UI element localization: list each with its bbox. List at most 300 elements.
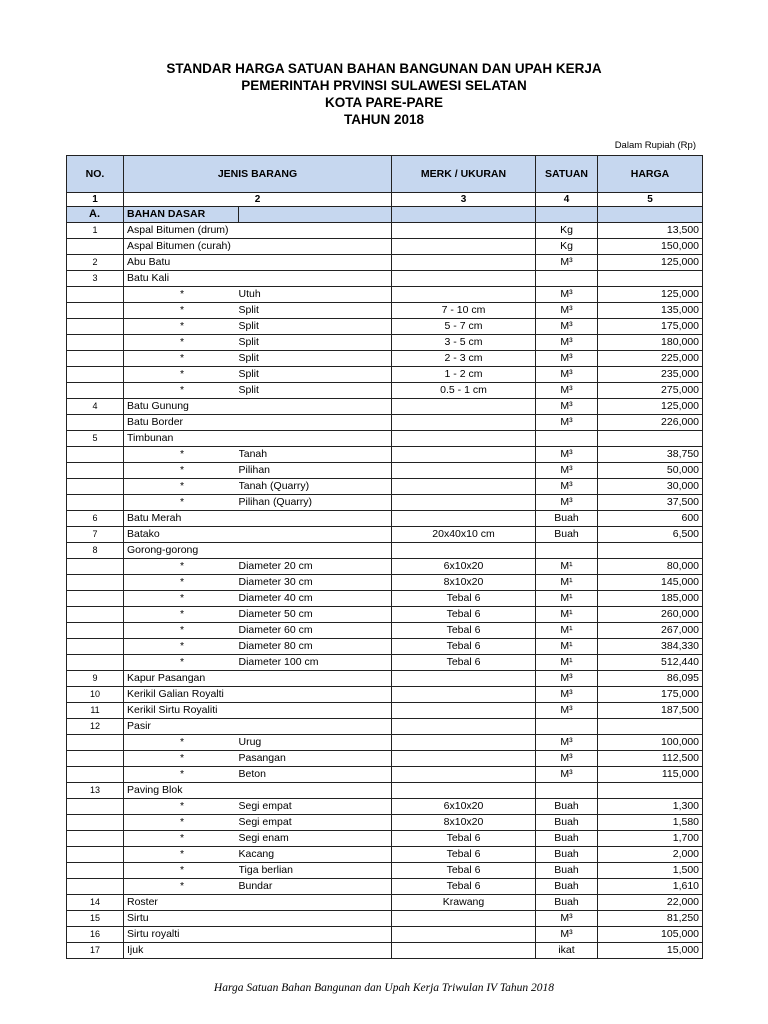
item-marker xyxy=(124,831,239,847)
item-marker xyxy=(124,575,239,591)
item-satuan: Buah xyxy=(536,847,598,863)
bullet-marker: * xyxy=(179,320,185,332)
item-satuan: M³ xyxy=(536,911,598,927)
item-satuan: M¹ xyxy=(536,607,598,623)
item-harga: 125,000 xyxy=(598,287,703,303)
row-number xyxy=(67,415,124,431)
item-satuan: M³ xyxy=(536,335,598,351)
item-merk-ukuran xyxy=(392,703,536,719)
table-row xyxy=(67,687,703,703)
bullet-marker: * xyxy=(179,880,185,892)
item-merk-ukuran: 8x10x20 xyxy=(392,815,536,831)
item-satuan xyxy=(536,719,598,735)
table-row xyxy=(67,223,703,239)
item-harga xyxy=(598,543,703,559)
item-merk-ukuran: 8x10x20 xyxy=(392,575,536,591)
item-merk-ukuran: 6x10x20 xyxy=(392,799,536,815)
bullet-marker: * xyxy=(179,368,185,380)
item-merk-ukuran: Tebal 6 xyxy=(392,863,536,879)
bullet-marker: * xyxy=(179,352,185,364)
col-header-merk-ukuran: MERK / UKURAN xyxy=(392,156,536,193)
item-name: Batu Border xyxy=(124,415,392,431)
item-satuan: Buah xyxy=(536,815,598,831)
column-number-row xyxy=(67,193,703,207)
column-number: 3 xyxy=(392,193,536,207)
item-merk-ukuran xyxy=(392,511,536,527)
bullet-marker: * xyxy=(179,576,185,588)
item-merk-ukuran: Tebal 6 xyxy=(392,591,536,607)
row-number xyxy=(67,463,124,479)
col-header-no: NO. xyxy=(67,156,124,193)
item-merk-ukuran: Tebal 6 xyxy=(392,879,536,895)
page-footer: Harga Satuan Bahan Bangunan dan Upah Kerja Triwulan IV Tahun 2018 xyxy=(213,982,555,994)
bullet-marker: * xyxy=(179,848,185,860)
item-subtype: Diameter 80 cm xyxy=(239,639,392,655)
item-merk-ukuran xyxy=(392,399,536,415)
table-row xyxy=(67,895,703,911)
table-row xyxy=(67,415,703,431)
item-harga: 1,610 xyxy=(598,879,703,895)
table-row xyxy=(67,463,703,479)
row-number xyxy=(67,303,124,319)
item-satuan: M³ xyxy=(536,319,598,335)
bullet-marker: * xyxy=(179,624,185,636)
row-number: 10 xyxy=(67,687,124,703)
title-line-2: PEMERINTAH PRVINSI SULAWESI SELATAN xyxy=(241,78,527,93)
item-merk-ukuran: Tebal 6 xyxy=(392,639,536,655)
item-merk-ukuran xyxy=(392,719,536,735)
table-row xyxy=(67,591,703,607)
bullet-marker: * xyxy=(179,832,185,844)
item-name: Batu Gunung xyxy=(124,399,392,415)
item-marker xyxy=(124,607,239,623)
item-harga: 13,500 xyxy=(598,223,703,239)
item-harga: 37,500 xyxy=(598,495,703,511)
item-harga: 1,300 xyxy=(598,799,703,815)
item-satuan: M³ xyxy=(536,463,598,479)
item-satuan: M³ xyxy=(536,927,598,943)
item-subtype: Diameter 40 cm xyxy=(239,591,392,607)
item-marker xyxy=(124,655,239,671)
col-header-harga: HARGA xyxy=(598,156,703,193)
row-number xyxy=(67,815,124,831)
item-satuan: M³ xyxy=(536,415,598,431)
bullet-marker: * xyxy=(179,496,185,508)
row-number xyxy=(67,239,124,255)
item-subtype: Pasangan xyxy=(239,751,392,767)
table-row xyxy=(67,623,703,639)
item-satuan: Buah xyxy=(536,895,598,911)
bullet-marker: * xyxy=(179,640,185,652)
table-row xyxy=(67,607,703,623)
item-subtype: Utuh xyxy=(239,287,392,303)
item-harga: 235,000 xyxy=(598,367,703,383)
bullet-marker: * xyxy=(179,800,185,812)
item-marker xyxy=(124,335,239,351)
item-harga: 6,500 xyxy=(598,527,703,543)
item-marker xyxy=(124,463,239,479)
table-row xyxy=(67,863,703,879)
item-name: Abu Batu xyxy=(124,255,392,271)
item-marker xyxy=(124,319,239,335)
item-subtype: Kacang xyxy=(239,847,392,863)
section-empty xyxy=(239,207,392,223)
bullet-marker: * xyxy=(179,752,185,764)
item-satuan: Kg xyxy=(536,223,598,239)
item-name: Roster xyxy=(124,895,392,911)
item-satuan: M¹ xyxy=(536,591,598,607)
table-row xyxy=(67,255,703,271)
price-table xyxy=(66,155,703,959)
bullet-marker: * xyxy=(179,560,185,572)
item-harga xyxy=(598,431,703,447)
item-merk-ukuran xyxy=(392,255,536,271)
table-row xyxy=(67,527,703,543)
item-satuan: M³ xyxy=(536,367,598,383)
item-subtype: Pilihan (Quarry) xyxy=(239,495,392,511)
item-name: Kapur Pasangan xyxy=(124,671,392,687)
item-merk-ukuran xyxy=(392,671,536,687)
item-satuan: M³ xyxy=(536,687,598,703)
item-satuan: M³ xyxy=(536,703,598,719)
item-marker xyxy=(124,303,239,319)
item-subtype: Split xyxy=(239,319,392,335)
item-name: Batu Kali xyxy=(124,271,392,287)
section-no: A. xyxy=(67,207,124,223)
item-subtype: Split xyxy=(239,335,392,351)
table-row xyxy=(67,735,703,751)
table-row xyxy=(67,351,703,367)
item-merk-ukuran xyxy=(392,783,536,799)
section-empty xyxy=(536,207,598,223)
item-harga: 2,000 xyxy=(598,847,703,863)
item-marker xyxy=(124,863,239,879)
item-merk-ukuran: 3 - 5 cm xyxy=(392,335,536,351)
row-number: 12 xyxy=(67,719,124,735)
row-number xyxy=(67,623,124,639)
table-row xyxy=(67,815,703,831)
item-subtype: Diameter 50 cm xyxy=(239,607,392,623)
item-marker xyxy=(124,287,239,303)
item-harga: 1,580 xyxy=(598,815,703,831)
row-number: 17 xyxy=(67,943,124,959)
item-harga: 512,440 xyxy=(598,655,703,671)
item-harga: 100,000 xyxy=(598,735,703,751)
item-marker xyxy=(124,799,239,815)
item-subtype: Urug xyxy=(239,735,392,751)
item-harga: 81,250 xyxy=(598,911,703,927)
item-harga: 600 xyxy=(598,511,703,527)
item-harga: 260,000 xyxy=(598,607,703,623)
row-number xyxy=(67,607,124,623)
item-subtype: Tiga berlian xyxy=(239,863,392,879)
item-satuan: Buah xyxy=(536,831,598,847)
item-satuan: M¹ xyxy=(536,559,598,575)
item-satuan: M³ xyxy=(536,303,598,319)
section-row xyxy=(67,207,703,223)
item-satuan: Buah xyxy=(536,863,598,879)
item-subtype: Pilihan xyxy=(239,463,392,479)
item-merk-ukuran xyxy=(392,223,536,239)
item-marker xyxy=(124,367,239,383)
item-subtype: Bundar xyxy=(239,879,392,895)
row-number xyxy=(67,575,124,591)
row-number: 7 xyxy=(67,527,124,543)
row-number xyxy=(67,639,124,655)
row-number xyxy=(67,287,124,303)
item-subtype: Split xyxy=(239,351,392,367)
bullet-marker: * xyxy=(179,864,185,876)
item-name: Sirtu xyxy=(124,911,392,927)
item-harga: 22,000 xyxy=(598,895,703,911)
row-number xyxy=(67,479,124,495)
item-satuan: Buah xyxy=(536,511,598,527)
title-line-1: STANDAR HARGA SATUAN BAHAN BANGUNAN DAN UPAH KERJA xyxy=(166,61,602,76)
bullet-marker: * xyxy=(179,448,185,460)
item-merk-ukuran: Tebal 6 xyxy=(392,623,536,639)
item-merk-ukuran xyxy=(392,543,536,559)
item-harga xyxy=(598,719,703,735)
item-satuan: M³ xyxy=(536,671,598,687)
table-row xyxy=(67,447,703,463)
table-row xyxy=(67,575,703,591)
item-marker xyxy=(124,495,239,511)
item-subtype: Segi empat xyxy=(239,799,392,815)
item-merk-ukuran xyxy=(392,287,536,303)
row-number: 16 xyxy=(67,927,124,943)
table-row xyxy=(67,271,703,287)
item-marker xyxy=(124,735,239,751)
item-subtype: Tanah xyxy=(239,447,392,463)
row-number: 5 xyxy=(67,431,124,447)
table-row xyxy=(67,559,703,575)
bullet-marker: * xyxy=(179,608,185,620)
item-subtype: Diameter 60 cm xyxy=(239,623,392,639)
item-satuan: M³ xyxy=(536,479,598,495)
item-harga: 226,000 xyxy=(598,415,703,431)
item-merk-ukuran xyxy=(392,735,536,751)
table-row xyxy=(67,335,703,351)
item-marker xyxy=(124,751,239,767)
table-row xyxy=(67,703,703,719)
item-merk-ukuran: Krawang xyxy=(392,895,536,911)
table-row xyxy=(67,431,703,447)
document-title xyxy=(0,60,768,128)
item-merk-ukuran: 20x40x10 cm xyxy=(392,527,536,543)
row-number: 1 xyxy=(67,223,124,239)
item-satuan: M³ xyxy=(536,255,598,271)
item-harga: 267,000 xyxy=(598,623,703,639)
item-name: Aspal Bitumen (curah) xyxy=(124,239,392,255)
table-row xyxy=(67,399,703,415)
table-row xyxy=(67,543,703,559)
item-harga: 275,000 xyxy=(598,383,703,399)
item-merk-ukuran xyxy=(392,927,536,943)
item-subtype: Split xyxy=(239,367,392,383)
item-harga xyxy=(598,271,703,287)
table-row xyxy=(67,511,703,527)
item-harga: 384,330 xyxy=(598,639,703,655)
item-marker xyxy=(124,815,239,831)
item-marker xyxy=(124,623,239,639)
item-satuan: M³ xyxy=(536,767,598,783)
row-number: 6 xyxy=(67,511,124,527)
table-row xyxy=(67,495,703,511)
table-row xyxy=(67,799,703,815)
item-harga: 105,000 xyxy=(598,927,703,943)
item-harga: 175,000 xyxy=(598,687,703,703)
col-header-jenis-barang: JENIS BARANG xyxy=(124,156,392,193)
row-number: 9 xyxy=(67,671,124,687)
item-subtype: Split xyxy=(239,383,392,399)
table-row xyxy=(67,671,703,687)
item-merk-ukuran xyxy=(392,447,536,463)
table-row xyxy=(67,655,703,671)
column-number: 4 xyxy=(536,193,598,207)
item-satuan xyxy=(536,431,598,447)
item-harga: 187,500 xyxy=(598,703,703,719)
item-name: Aspal Bitumen (drum) xyxy=(124,223,392,239)
row-number: 8 xyxy=(67,543,124,559)
row-number: 4 xyxy=(67,399,124,415)
row-number xyxy=(67,863,124,879)
row-number xyxy=(67,495,124,511)
item-harga: 30,000 xyxy=(598,479,703,495)
item-merk-ukuran xyxy=(392,495,536,511)
column-number: 2 xyxy=(124,193,392,207)
bullet-marker: * xyxy=(179,736,185,748)
item-name: Kerikil Galian Royalti xyxy=(124,687,392,703)
bullet-marker: * xyxy=(179,592,185,604)
table-row xyxy=(67,911,703,927)
row-number xyxy=(67,831,124,847)
item-merk-ukuran xyxy=(392,271,536,287)
item-subtype: Beton xyxy=(239,767,392,783)
item-name: Timbunan xyxy=(124,431,392,447)
section-label: BAHAN DASAR xyxy=(124,207,239,223)
column-number: 1 xyxy=(67,193,124,207)
row-number: 15 xyxy=(67,911,124,927)
item-subtype: Diameter 30 cm xyxy=(239,575,392,591)
item-satuan: M¹ xyxy=(536,655,598,671)
item-harga: 1,700 xyxy=(598,831,703,847)
item-merk-ukuran: Tebal 6 xyxy=(392,831,536,847)
row-number: 2 xyxy=(67,255,124,271)
item-merk-ukuran xyxy=(392,751,536,767)
table-row xyxy=(67,767,703,783)
row-number xyxy=(67,879,124,895)
item-harga: 38,750 xyxy=(598,447,703,463)
item-satuan: M³ xyxy=(536,287,598,303)
item-harga: 145,000 xyxy=(598,575,703,591)
item-harga: 1,500 xyxy=(598,863,703,879)
item-subtype: Split xyxy=(239,303,392,319)
row-number: 3 xyxy=(67,271,124,287)
row-number xyxy=(67,751,124,767)
item-subtype: Segi enam xyxy=(239,831,392,847)
item-merk-ukuran: 6x10x20 xyxy=(392,559,536,575)
table-row xyxy=(67,303,703,319)
item-merk-ukuran: Tebal 6 xyxy=(392,847,536,863)
bullet-marker: * xyxy=(179,816,185,828)
table-row xyxy=(67,751,703,767)
bullet-marker: * xyxy=(179,656,185,668)
item-satuan: M³ xyxy=(536,447,598,463)
item-subtype: Segi empat xyxy=(239,815,392,831)
item-name: Kerikil Sirtu Royaliti xyxy=(124,703,392,719)
table-row xyxy=(67,847,703,863)
item-satuan: Buah xyxy=(536,879,598,895)
item-marker xyxy=(124,559,239,575)
row-number xyxy=(67,591,124,607)
item-merk-ukuran xyxy=(392,415,536,431)
item-merk-ukuran xyxy=(392,479,536,495)
row-number xyxy=(67,799,124,815)
item-name: Pasir xyxy=(124,719,392,735)
item-merk-ukuran xyxy=(392,239,536,255)
item-merk-ukuran: Tebal 6 xyxy=(392,655,536,671)
row-number xyxy=(67,655,124,671)
item-merk-ukuran xyxy=(392,911,536,927)
col-header-satuan: SATUAN xyxy=(536,156,598,193)
item-harga: 112,500 xyxy=(598,751,703,767)
item-marker xyxy=(124,591,239,607)
bullet-marker: * xyxy=(179,480,185,492)
item-harga: 125,000 xyxy=(598,399,703,415)
item-satuan xyxy=(536,271,598,287)
item-merk-ukuran: 1 - 2 cm xyxy=(392,367,536,383)
item-harga: 185,000 xyxy=(598,591,703,607)
bullet-marker: * xyxy=(179,384,185,396)
item-name: Ijuk xyxy=(124,943,392,959)
table-row xyxy=(67,879,703,895)
table-row xyxy=(67,319,703,335)
item-name: Paving Blok xyxy=(124,783,392,799)
table-row xyxy=(67,927,703,943)
item-merk-ukuran xyxy=(392,767,536,783)
item-harga: 125,000 xyxy=(598,255,703,271)
row-number xyxy=(67,383,124,399)
item-marker xyxy=(124,447,239,463)
item-satuan: M¹ xyxy=(536,639,598,655)
item-merk-ukuran: 7 - 10 cm xyxy=(392,303,536,319)
row-number: 14 xyxy=(67,895,124,911)
item-harga: 50,000 xyxy=(598,463,703,479)
table-row xyxy=(67,479,703,495)
item-harga: 180,000 xyxy=(598,335,703,351)
table-row xyxy=(67,239,703,255)
row-number xyxy=(67,767,124,783)
item-name: Batu Merah xyxy=(124,511,392,527)
item-harga: 225,000 xyxy=(598,351,703,367)
item-marker xyxy=(124,351,239,367)
row-number xyxy=(67,319,124,335)
row-number xyxy=(67,335,124,351)
item-harga: 86,095 xyxy=(598,671,703,687)
section-empty xyxy=(598,207,703,223)
bullet-marker: * xyxy=(179,304,185,316)
row-number xyxy=(67,367,124,383)
item-marker xyxy=(124,879,239,895)
table-row xyxy=(67,943,703,959)
item-merk-ukuran xyxy=(392,943,536,959)
row-number xyxy=(67,351,124,367)
item-harga: 15,000 xyxy=(598,943,703,959)
row-number xyxy=(67,447,124,463)
item-satuan: ikat xyxy=(536,943,598,959)
section-empty xyxy=(392,207,536,223)
item-name: Sirtu royalti xyxy=(124,927,392,943)
